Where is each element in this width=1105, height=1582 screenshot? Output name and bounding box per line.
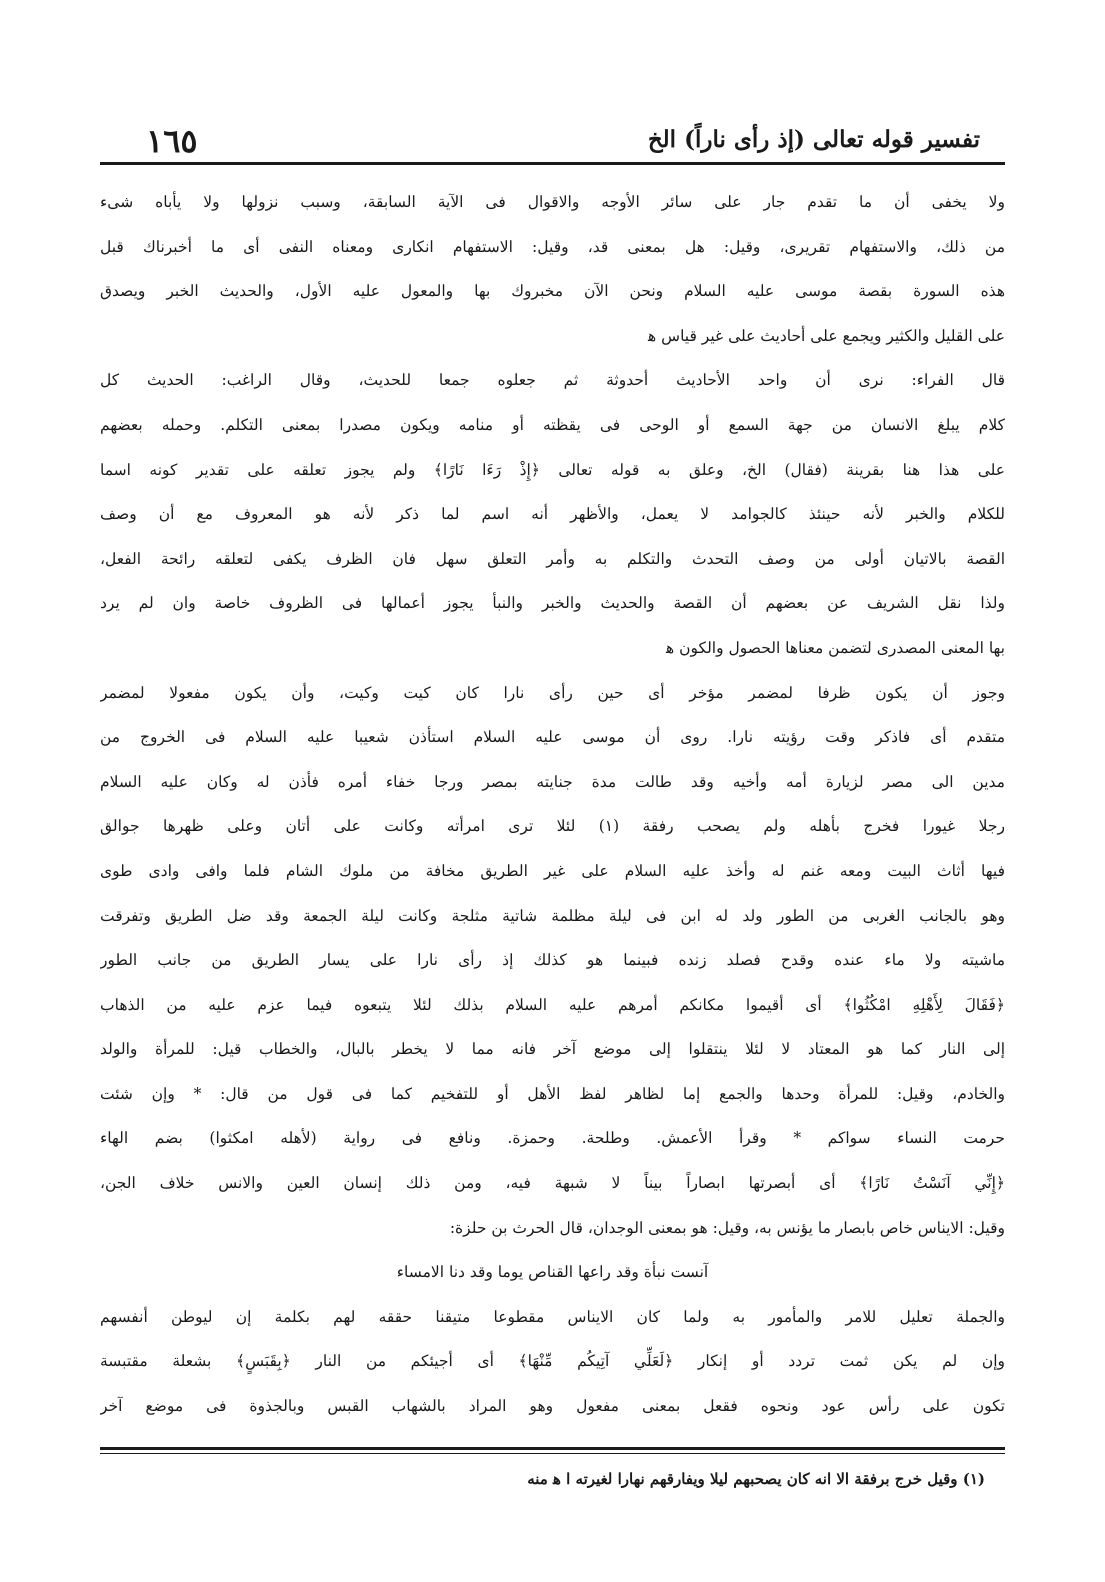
- text-line: القصة بالاتيان أولى من وصف التحدث والتكلم به وأمر التعلق سهل فان الظرف يكفى لتعلقه رائحة الفعل،: [100, 549, 1005, 568]
- text-line: حرمت النساء سواكم * وقرأ الأعمش. وطلحة. وحمزة. ونافع فى رواية (لأهله امكثوا) بضم الهاء: [100, 1129, 1005, 1148]
- text-line: ولذا نقل الشريف عن بعضهم أن القصة والحديث والخبر والنبأ يجوز أعمالها فى الظروف خاصة وان لم يرد: [100, 594, 1005, 613]
- text-line: ماشيته ولا ماء عنده وقدح فصلد زنده فبينما هو كذلك إذ رأى نارا على يسار الطريق من جانب الطور: [100, 951, 1005, 970]
- footnote: (١) وقيل خرج برفقة الا انه كان يصحبهم ليلا ويفارقهم نهارا لغيرته ا ﻫ منه: [527, 1470, 985, 1488]
- text-line: مدين الى مصر لزيارة أمه وأخيه وقد طالت مدة جنايته بمصر ورجا خفاء أمره فأذن له وكان عليه السلام: [100, 772, 1005, 791]
- body-text: [100, 180, 1005, 1429]
- text-line: وجوز أن يكون ظرفا لمضمر مؤخر أى حين رأى نارا كان كيت وكيت، وأن يكون مفعولا لمضمر: [100, 683, 1005, 702]
- text-line: للكلام والخبر لأنه حينئذ كالجوامد لا يعمل، والأظهر أنه اسم لما ذكر لأنه هو المعروف مع أن وصف: [100, 505, 1005, 524]
- running-title: تفسير قوله تعالى (إذ رأى ناراً) الخ: [647, 126, 980, 153]
- header-rule: [100, 162, 1005, 165]
- text-line: والجملة تعليل للامر والمأمور به ولما كان الايناس مقطوعا متيقنا حققه لهم بكلمة إن ليوطن أنفسهم: [100, 1307, 1005, 1326]
- text-line: متقدم أى فاذكر وقت رؤيته نارا. روى أن موسى عليه السلام استأذن شعيبا عليه السلام فى الخروج من: [100, 728, 1005, 747]
- text-line: على هذا هنا بقرينة (فقال) الخ، وعلق به قوله تعالى ﴿إِذْ رَءَا نَارًا﴾ ولم يجوز تعلقه على تقدير كونه اسما: [100, 460, 1005, 479]
- text-line: وقيل: الايناس خاص بابصار ما يؤنس به، وقيل: هو بمعنى الوجدان، قال الحرث بن حلزة:: [449, 1218, 1005, 1237]
- text-line: تكون على رأس عود ونحوه فقعل بمعنى مفعول وهو المراد بالشهاب القبس وبالجذوة فى موضع آخر: [100, 1397, 1005, 1416]
- footnote-rule-thin: [100, 1453, 1005, 1454]
- text-line: وهو بالجانب الغربى من الطور ولد له ابن فى ليلة مظلمة شاتية مثلجة وكانت ليلة الجمعة وقد ضل الطريق وتفرقت: [100, 906, 1005, 925]
- text-line: قال الفراء: نرى أن واحد الأحاديث أحدوثة ثم جعلوه جمعا للحديث، وقال الراغب: الحديث كل: [100, 371, 1005, 390]
- text-line: كلام يبلغ الانسان من جهة السمع أو الوحى فى يقظته أو منامه ويكون مصدرا بمعنى التكلم. وحمله بعضهم: [100, 415, 1005, 434]
- text-line: رجلا غيورا فخرج بأهله ولم يصحب رفقة (١) لئلا ترى امرأته وكانت على أتان وعلى ظهرها جوالق: [100, 817, 1005, 836]
- page-number: ١٦٥: [146, 122, 198, 160]
- text-line: من ذلك، والاستفهام تقريرى، وقيل: هل بمعنى قد، وقيل: الاستفهام انكارى ومعناه النفى أى ما أخبرناك قبل: [100, 237, 1005, 256]
- text-line: على القليل والكثير ويجمع على أحاديث على غير قياس ﻫ: [648, 326, 1005, 345]
- text-line: هذه السورة بقصة موسى عليه السلام ونحن الآن مخبروك بها والمعول عليه الأول، والحديث الخبر ويصدق: [100, 282, 1005, 301]
- text-line: والخادم، وقيل: للمرأة وحدها والجمع إما لظاهر لفظ الأهل أو للتفخيم كما فى قول من قال: * وإن شئت: [100, 1084, 1005, 1103]
- text-line: ولا يخفى أن ما تقدم جار على سائر الأوجه والاقوال فى الآية السابقة، وسبب نزولها ولا يأباه شىء: [100, 193, 1005, 211]
- poetry-verse: آنست نبأة وقد راعها القناص يوما وقد دنا الامساء: [396, 1263, 709, 1282]
- text-line: بها المعنى المصدرى لتضمن معناها الحصول والكون ﻫ: [666, 638, 1005, 657]
- text-line: ﴿إِنِّي آنَسْتُ نَارًا﴾ أى أبصرتها ابصاراً بيناً لا شبهة فيه، ومن ذلك إنسان العين والانس خلاف الجن،: [100, 1174, 1005, 1193]
- page-header: [100, 118, 1005, 164]
- text-line: فيها أثاث البيت ومعه غنم له وأخذ عليه السلام على غير الطريق مخافة من ملوك الشام فلما وافى وادى طوى: [100, 861, 1005, 880]
- text-line: إلى النار كما هو المعتاد لا لئلا ينتقلوا إلى موضع آخر فانه مما لا يخطر بالبال، والخطاب قيل: للمرأة والولد: [100, 1040, 1005, 1059]
- footnote-rule: [100, 1447, 1005, 1450]
- text-line: ﴿فَقَالَ لِأَهْلِهِ امْكُثُوا﴾ أى أقيموا مكانكم أمرهم عليه السلام بذلك لئلا يتبعوه فيما عزم عليه من الذهاب: [100, 995, 1005, 1014]
- text-line: وإن لم يكن ثمت تردد أو إنكار ﴿لَعَلِّي آتِيكُم مِّنْهَا﴾ أى أجيئكم من النار ﴿بِقَبَسٍ﴾ بشعلة مقتبسة: [100, 1352, 1005, 1371]
